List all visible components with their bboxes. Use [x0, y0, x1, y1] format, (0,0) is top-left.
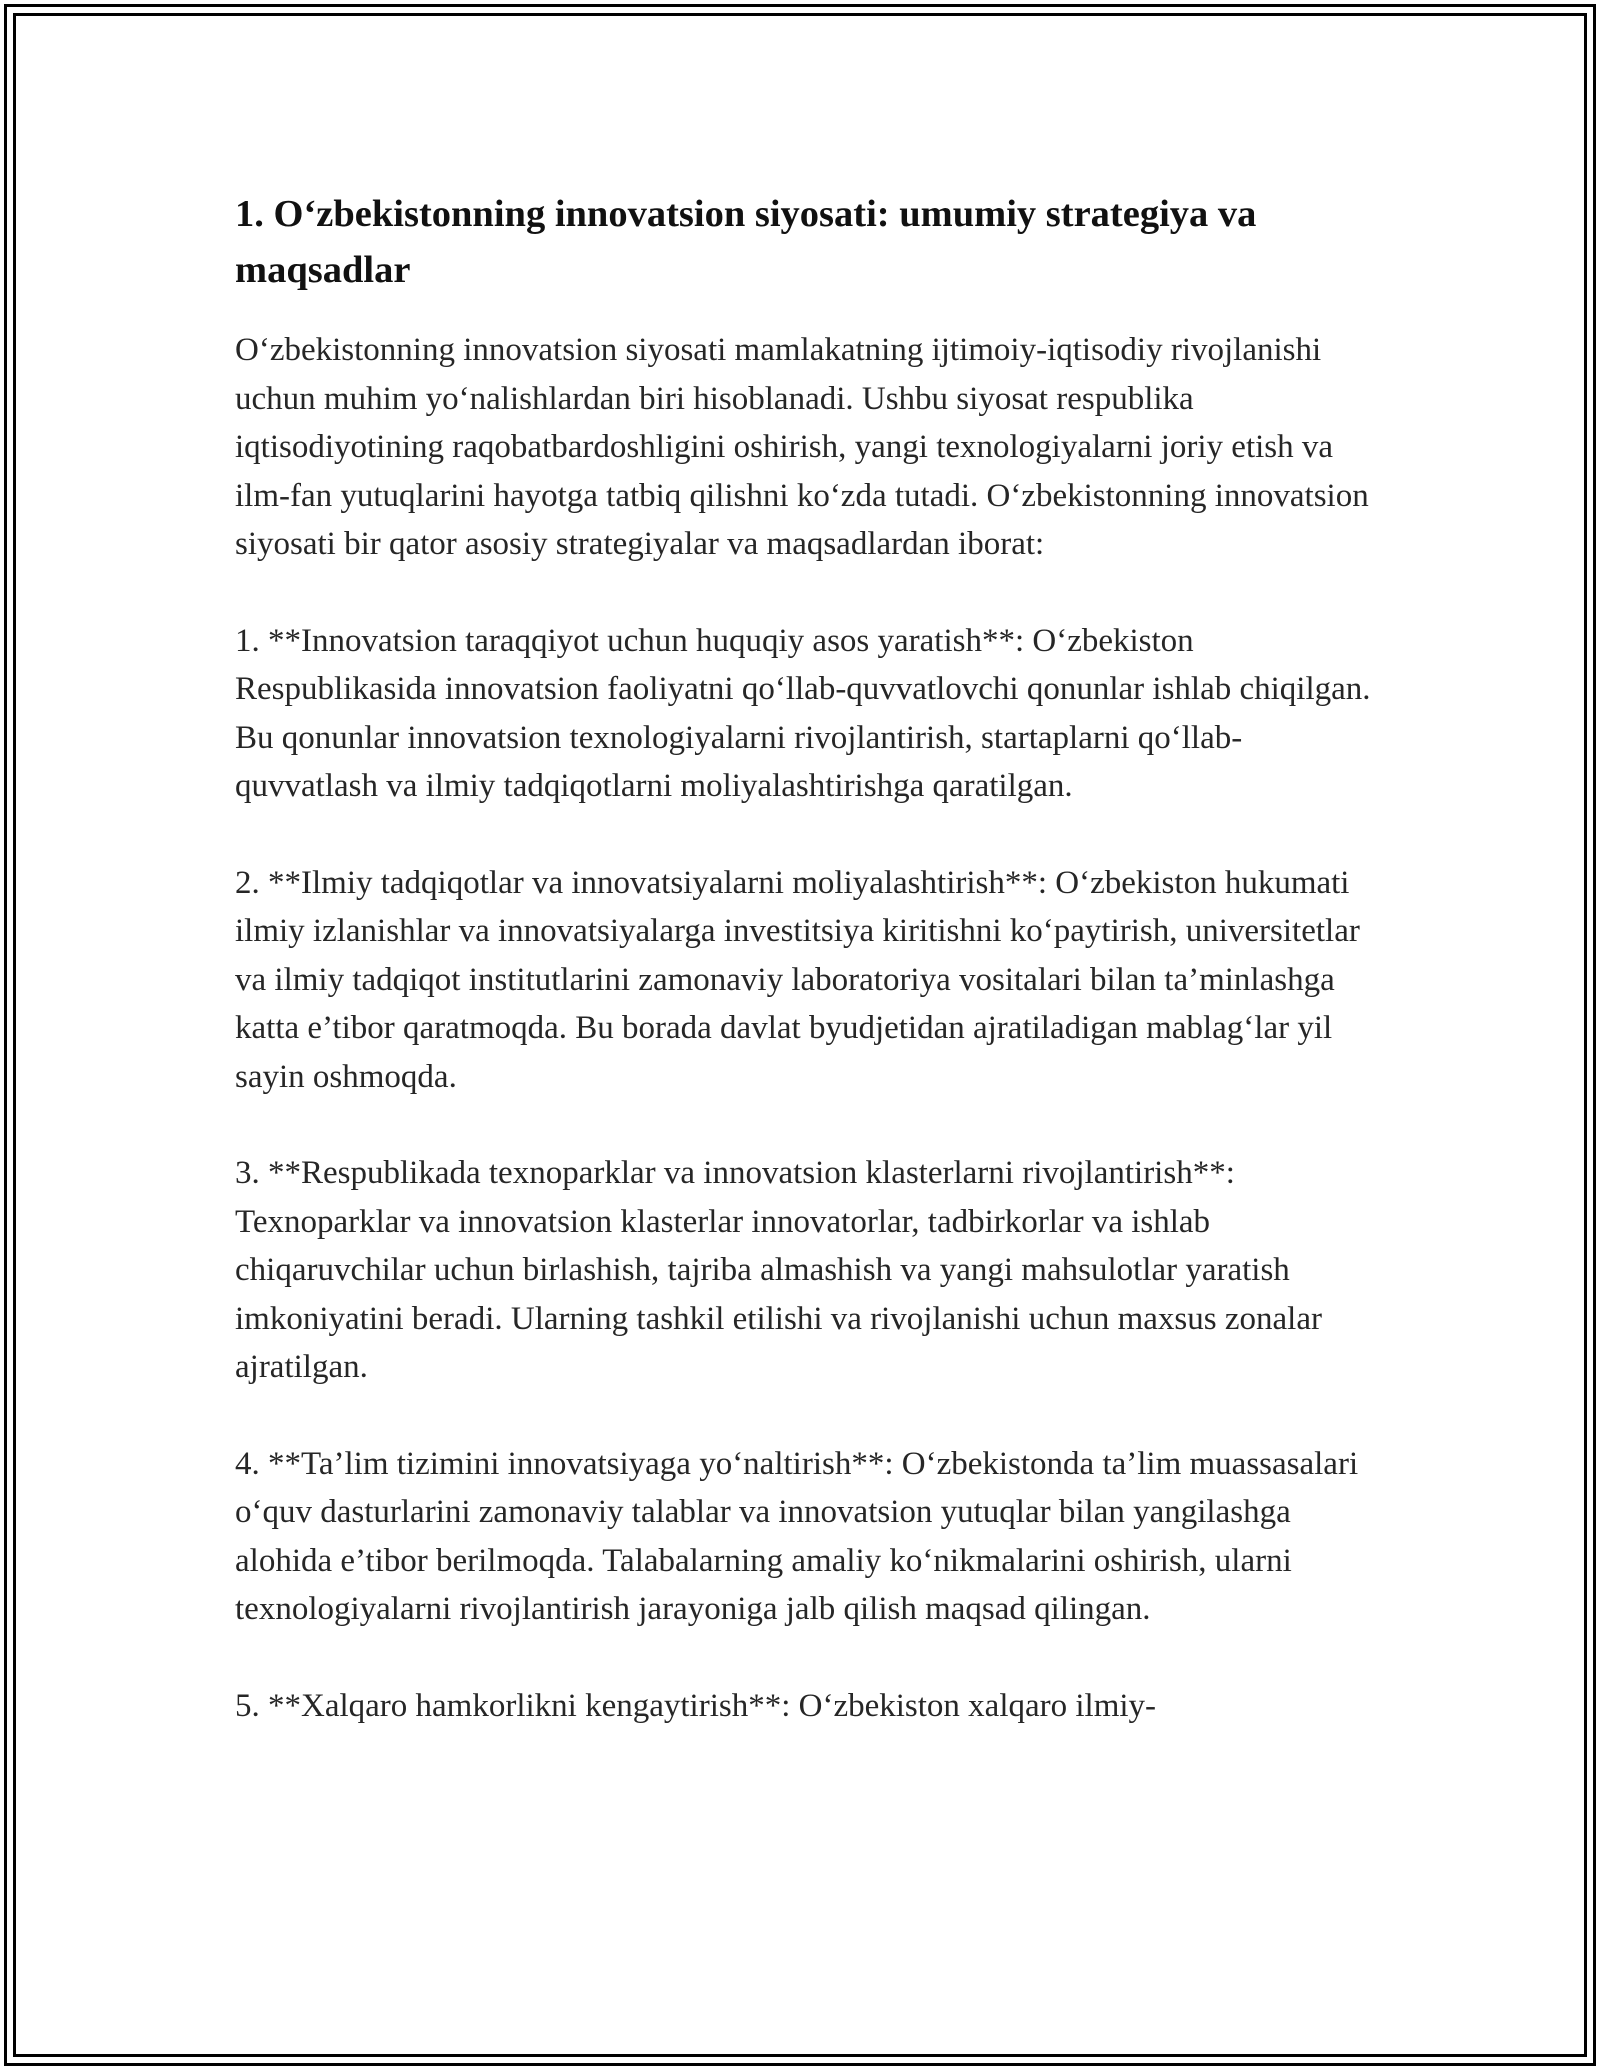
list-item-5: 5. **Xalqaro hamkorlikni kengaytirish**: O‘zbekiston xalqaro ilmiy-	[235, 1687, 1157, 1724]
intro-paragraph: O‘zbekistonning innovatsion siyosati mamlakatning ijtimoiy-iqtisodiy rivojlanishi uchun muhim yo‘nalishlardan biri hisoblanadi. Ushbu siyosat respublika iqtisodiyotining raqobatbardoshligini oshirish, yangi texnologiyalarni joriy etish va ilm-fan yutuqlarini hayotga tatbiq qilishni ko‘zda tutadi. O‘zbekistonning innovatsion siyosati bir qator asosiy strategiyalar va maqsadlardan iborat:	[235, 332, 1369, 562]
section-heading: 1. O‘zbekistonning innovatsion siyosati: umumiy strategiya va maqsadlar	[235, 193, 1257, 291]
list-item-4: 4. **Ta’lim tizimini innovatsiyaga yo‘naltirish**: O‘zbekistonda ta’lim muassasalari o‘quv dasturlarini zamonaviy talablar va innovatsion yutuqlar bilan yangilashga alohida e’tibor berilmoqda. Talabalarning amaliy ko‘nikmalarini oshirish, ularni texnologiyalarni rivojlantirish jarayoniga jalb qilish maqsad qilingan.	[235, 1445, 1359, 1627]
list-item-2: 2. **Ilmiy tadqiqotlar va innovatsiyalarni moliyalashtirish**: O‘zbekiston hukumati ilmiy izlanishlar va innovatsiyalarga investitsiya kiritishni ko‘paytirish, universitetlar va ilmiy tadqiqot institutlarini zamonaviy laboratoriya vositalari bilan ta’minlashga katta e’tibor qaratmoqda. Bu borada davlat byudjetidan ajratiladigan mablag‘lar yil sayin oshmoqda.	[235, 864, 1360, 1095]
list-item-3: 3. **Respublikada texnoparklar va innovatsion klasterlarni rivojlantirish**: Texnoparklar va innovatsion klasterlar innovatorlar, tadbirkorlar va ishlab chiqaruvchilar uchun birlashish, tajriba almashish va yangi mahsulotlar yaratish imkoniyatini beradi. Ularning tashkil etilishi va rivojlanishi uchun maxsus zonalar ajratilgan.	[235, 1155, 1322, 1385]
document-body	[235, 186, 1375, 1778]
list-item-1: 1. **Innovatsion taraqqiyot uchun huquqiy asos yaratish**: O‘zbekiston Respublikasida innovatsion faoliyatni qo‘llab-quvvatlovchi qonunlar ishlab chiqilgan. Bu qonunlar innovatsion texnologiyalarni rivojlantirish, startaplarni qo‘llab-quvvatlash va ilmiy tadqiqotlarni moliyalashtirishga qaratilgan.	[235, 622, 1371, 804]
